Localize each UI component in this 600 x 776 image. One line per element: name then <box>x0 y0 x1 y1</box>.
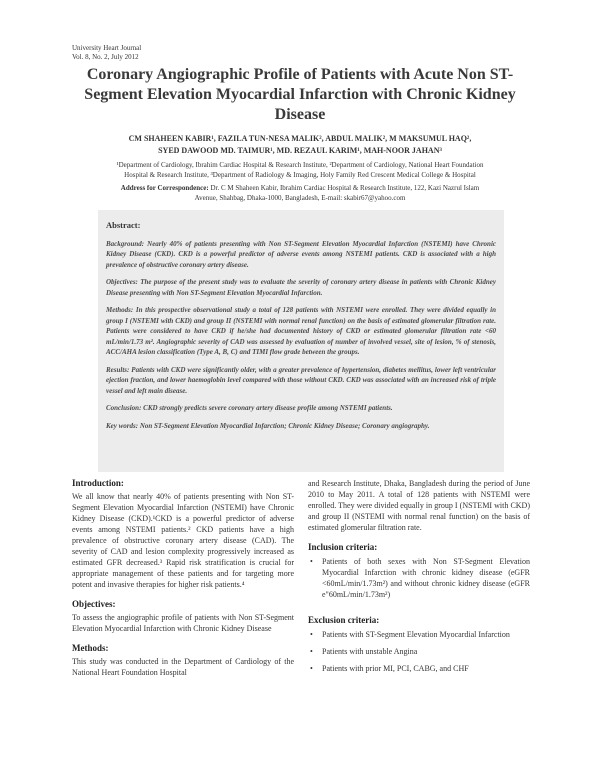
list-item: • Patients with prior MI, PCI, CABG, and CHF <box>310 664 469 673</box>
address-label: Address for Correspondence: <box>120 184 209 192</box>
methods-continued-text: and Research Institute, Dhaka, Bangladesh during the period of June 2010 to May 2011. A total of 128 patients with NSTEMI were enrolled. They were divided equally in group I (NSTEMI with CKD) and group II (NSTEMI with normal renal function) on the basis of estimated glomerular filtration rate. <box>308 479 530 532</box>
objectives-text: To assess the angiographic profile of patients with Non ST-Segment Elevation Myocardial Infarction with Chronic Kidney Disease <box>72 613 294 633</box>
list-item: • Patients with ST-Segment Elevation Myocardial Infarction <box>310 630 510 639</box>
affiliations-line-1: ¹Department of Cardiology, Ibrahim Cardiac Hospital & Research Institute, ²Department of Cardiology, National Heart Foundation <box>116 161 484 169</box>
introduction-text: We all know that nearly 40% of patients presenting with Non ST-Segment Elevation Myocardial Infarction (NSTEMI) have Chronic Kidney Disease (CKD).¹CKD is a powerful predictor of adverse events among NSTEMI patients.² CKD patients have a high prevalence of obstructive coronary artery disease (CAD). The severity of CAD and lesion complexity progressively increased as estimated GFR decreased.³ Rapid risk stratification is crucial for appropriate management of these patients and for targeting more potent and invasive therapies for higher risk patients.⁴ <box>72 492 294 589</box>
objectives-heading: Objectives: <box>72 599 116 609</box>
left-column <box>72 478 294 678</box>
exclusion-list <box>308 629 530 674</box>
list-item: • Patients of both sexes with Non ST-Segment Elevation Myocardial Infarction with chronic kidney disease (eGFR <60mL/min/1.73m²) and without chronic kidney disease (eGFR e"60mL/min/1.73m²) <box>310 557 530 599</box>
address-line-2: Avenue, Shahbag, Dhaka-1000, Bangladesh, E-mail: skabir67@yahoo.com <box>194 194 406 202</box>
correspondence-address <box>72 183 528 203</box>
abstract-heading: Abstract: <box>106 220 141 230</box>
abstract-background: Background: Nearly 40% of patients presenting with Non ST-Segment Elevation Myocardial Infarction (NSTEMI) have Chronic Kidney Disease (CKD). CKD is a powerful predictor of adverse events among NSTEMI patients. CKD is associated with a high prevalence of obstructive coronary artery disease. <box>106 239 496 269</box>
inclusion-list <box>308 556 530 600</box>
methods-heading: Methods: <box>72 643 109 653</box>
authors-line-1: CM SHAHEEN KABIR¹, FAZILA TUN-NESA MALIK², ABDUL MALIK², M MAKSUMUL HAQ², <box>128 134 472 143</box>
right-column <box>308 478 530 680</box>
bullet-icon: • <box>310 647 313 656</box>
bullet-icon: • <box>310 664 313 673</box>
bullet-icon: • <box>310 630 313 639</box>
bullet-icon: • <box>310 557 313 566</box>
abstract-box <box>98 210 504 472</box>
affiliations-line-2: Hospital & Research Institute, ³Department of Radiology & Imaging, Holy Family Red Crescent Medical College & Hospital <box>124 171 476 179</box>
author-list <box>80 133 520 157</box>
abstract-conclusion: Conclusion: CKD strongly predicts severe coronary artery disease profile among NSTEMI patients. <box>106 404 393 412</box>
abstract-objectives: Objectives: The purpose of the present study was to evaluate the severity of coronary artery disease in patients with Chronic Kidney Disease presenting with Non ST-Segment Elevation Myocardial Infarction. <box>106 278 496 297</box>
abstract-methods: Methods: In this prospective observational study a total of 128 patients with NSTEMI were enrolled. They were divided equally in group I (NSTEMI with CKD) and group II (NSTEMI with normal renal function) on the basis of estimated glomerular filtration rate. Patients were considered to have CKD if he/she had documented history of CKD or estimated glomerular filtration rate <60 mL/min/1.73 m². Angiographic severity of CAD was assessed by evaluation of number of involved vessel, site of lesion, % of stenosis, ACC/AHA lesion classification (Type A, B, C) and TIMI flow grade between the groups. <box>106 306 496 356</box>
abstract-keywords: Key words: Non ST-Segment Elevation Myocardial Infarction; Chronic Kidney Disease; Coronary angiography. <box>106 421 430 430</box>
list-item: • Patients with unstable Angina <box>310 647 418 656</box>
abstract-results: Results: Patients with CKD were significantly older, with a greater prevalence of hypertension, diabetes mellitus, lower left ventricular ejection fraction, and lower haemoglobin level compared with those without CKD. CKD was associated with an increased risk of triple vessel and left main disease. <box>106 365 496 395</box>
address-line-1: Dr. C M Shaheen Kabir, Ibrahim Cardiac Hospital & Research Institute, 122, Kazi Nazrul Islam <box>208 184 480 192</box>
methods-text: This study was conducted in the Department of Cardiology of the National Heart Foundation Hospital <box>72 657 294 677</box>
introduction-heading: Introduction: <box>72 478 124 488</box>
journal-header <box>72 44 141 62</box>
exclusion-heading: Exclusion criteria: <box>308 615 380 625</box>
article-title: Coronary Angiographic Profile of Patients with Acute Non ST-Segment Elevation Myocardial Infarction with Chronic Kidney Disease <box>84 66 516 123</box>
journal-issue: Vol. 8, No. 2, July 2012 <box>72 53 139 61</box>
journal-name: University Heart Journal <box>72 44 142 52</box>
authors-line-2: SYED DAWOOD MD. TAIMUR¹, MD. REZAUL KARIM¹, MAH-NOOR JAHAN³ <box>158 146 442 155</box>
affiliations <box>72 160 528 180</box>
inclusion-heading: Inclusion criteria: <box>308 542 378 552</box>
